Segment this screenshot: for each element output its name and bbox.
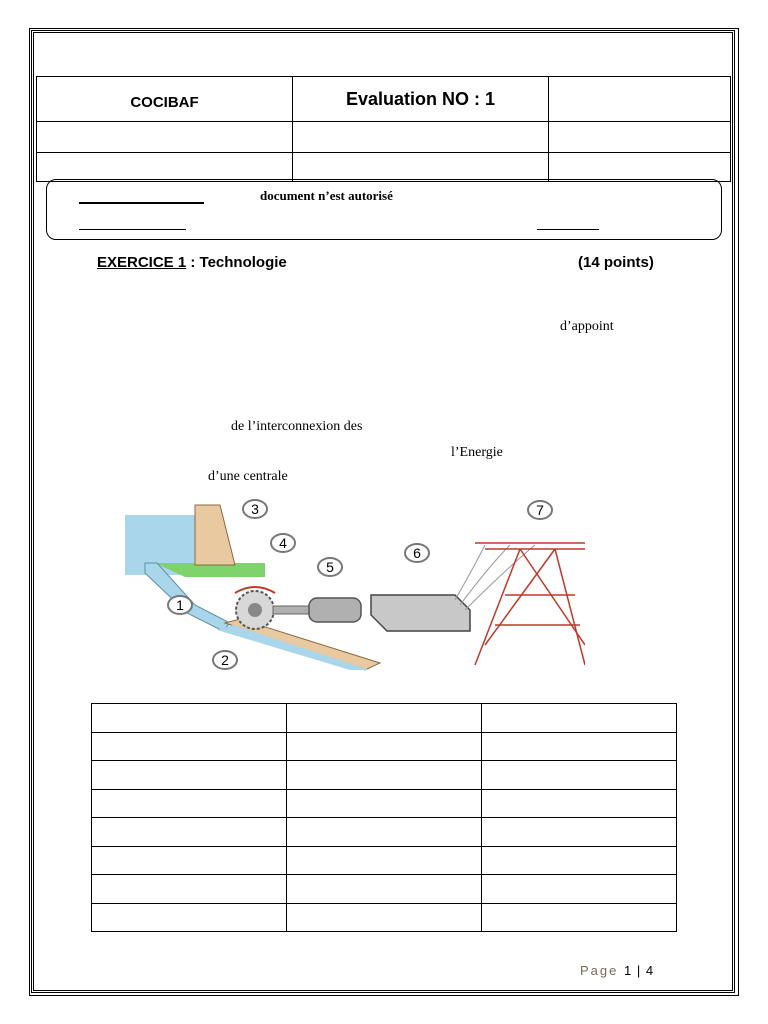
header-cell-empty	[37, 122, 293, 153]
header-cell-empty	[549, 122, 731, 153]
answer-cell[interactable]	[92, 789, 287, 818]
answer-cell[interactable]	[482, 818, 677, 847]
hydro-plant-diagram	[125, 495, 585, 675]
answer-cell[interactable]	[482, 789, 677, 818]
answer-cell[interactable]	[287, 732, 482, 761]
notice-text: document n’est autorisé	[260, 188, 393, 203]
answer-cell[interactable]	[287, 704, 482, 733]
answer-cell[interactable]	[287, 818, 482, 847]
answer-cell[interactable]	[482, 732, 677, 761]
exercise-points: (14 points)	[578, 254, 654, 271]
label-1: 1	[176, 597, 184, 613]
answer-cell[interactable]	[92, 704, 287, 733]
table-row	[92, 732, 677, 761]
label-7: 7	[536, 502, 544, 518]
text-fragment: d’appoint	[560, 319, 614, 334]
header-cell-empty	[293, 153, 549, 182]
table-row	[92, 704, 677, 733]
answer-cell[interactable]	[482, 875, 677, 904]
answer-cell[interactable]	[92, 875, 287, 904]
exercise-subject: : Technologie	[186, 254, 287, 271]
tailrace-water	[217, 625, 370, 670]
label-6: 6	[413, 545, 421, 561]
class-line	[79, 229, 186, 230]
date-line	[537, 229, 599, 230]
table-row	[92, 789, 677, 818]
name-line	[79, 202, 204, 204]
table-row	[92, 875, 677, 904]
answer-cell[interactable]	[482, 846, 677, 875]
header-cell-empty	[549, 77, 731, 122]
table-row	[92, 903, 677, 932]
label-4: 4	[279, 535, 287, 551]
header-cell-empty	[549, 153, 731, 182]
table-row	[92, 761, 677, 790]
answer-cell[interactable]	[482, 704, 677, 733]
label-5: 5	[326, 559, 334, 575]
answer-cell[interactable]	[92, 761, 287, 790]
exercise-number: EXERCICE 1	[97, 254, 187, 271]
answer-cell[interactable]	[287, 761, 482, 790]
table-row	[92, 818, 677, 847]
evaluation-number: Evaluation NO : 1	[293, 77, 549, 122]
answer-table	[91, 703, 677, 932]
answer-cell[interactable]	[92, 903, 287, 932]
page-word: Page	[580, 963, 619, 978]
page-total: 4	[645, 963, 654, 978]
header-cell-empty	[293, 122, 549, 153]
answer-cell[interactable]	[92, 732, 287, 761]
shaft	[273, 606, 311, 614]
answer-cell[interactable]	[287, 846, 482, 875]
header-cell-empty	[37, 153, 293, 182]
dam	[195, 505, 235, 565]
page-current: 1	[624, 963, 632, 978]
answer-cell[interactable]	[287, 875, 482, 904]
answer-cell[interactable]	[482, 761, 677, 790]
turbine-hub	[248, 603, 262, 617]
page-separator: |	[636, 963, 641, 978]
transformer	[371, 595, 470, 631]
table-row	[92, 846, 677, 875]
school-name: COCIBAF	[37, 77, 293, 122]
exercise-title	[97, 254, 287, 271]
transmission-tower	[475, 543, 585, 665]
generator	[309, 598, 361, 622]
answer-cell[interactable]	[92, 846, 287, 875]
label-3: 3	[251, 501, 259, 517]
header-table	[36, 76, 731, 182]
answer-cell[interactable]	[287, 903, 482, 932]
answer-cell[interactable]	[482, 903, 677, 932]
label-2: 2	[221, 652, 229, 668]
answer-cell[interactable]	[287, 789, 482, 818]
text-fragment: de l’interconnexion des	[231, 419, 363, 434]
text-fragment: d’une centrale	[208, 469, 288, 484]
page-number	[580, 963, 653, 978]
answer-cell[interactable]	[92, 818, 287, 847]
text-fragment: l’Energie	[451, 445, 503, 460]
